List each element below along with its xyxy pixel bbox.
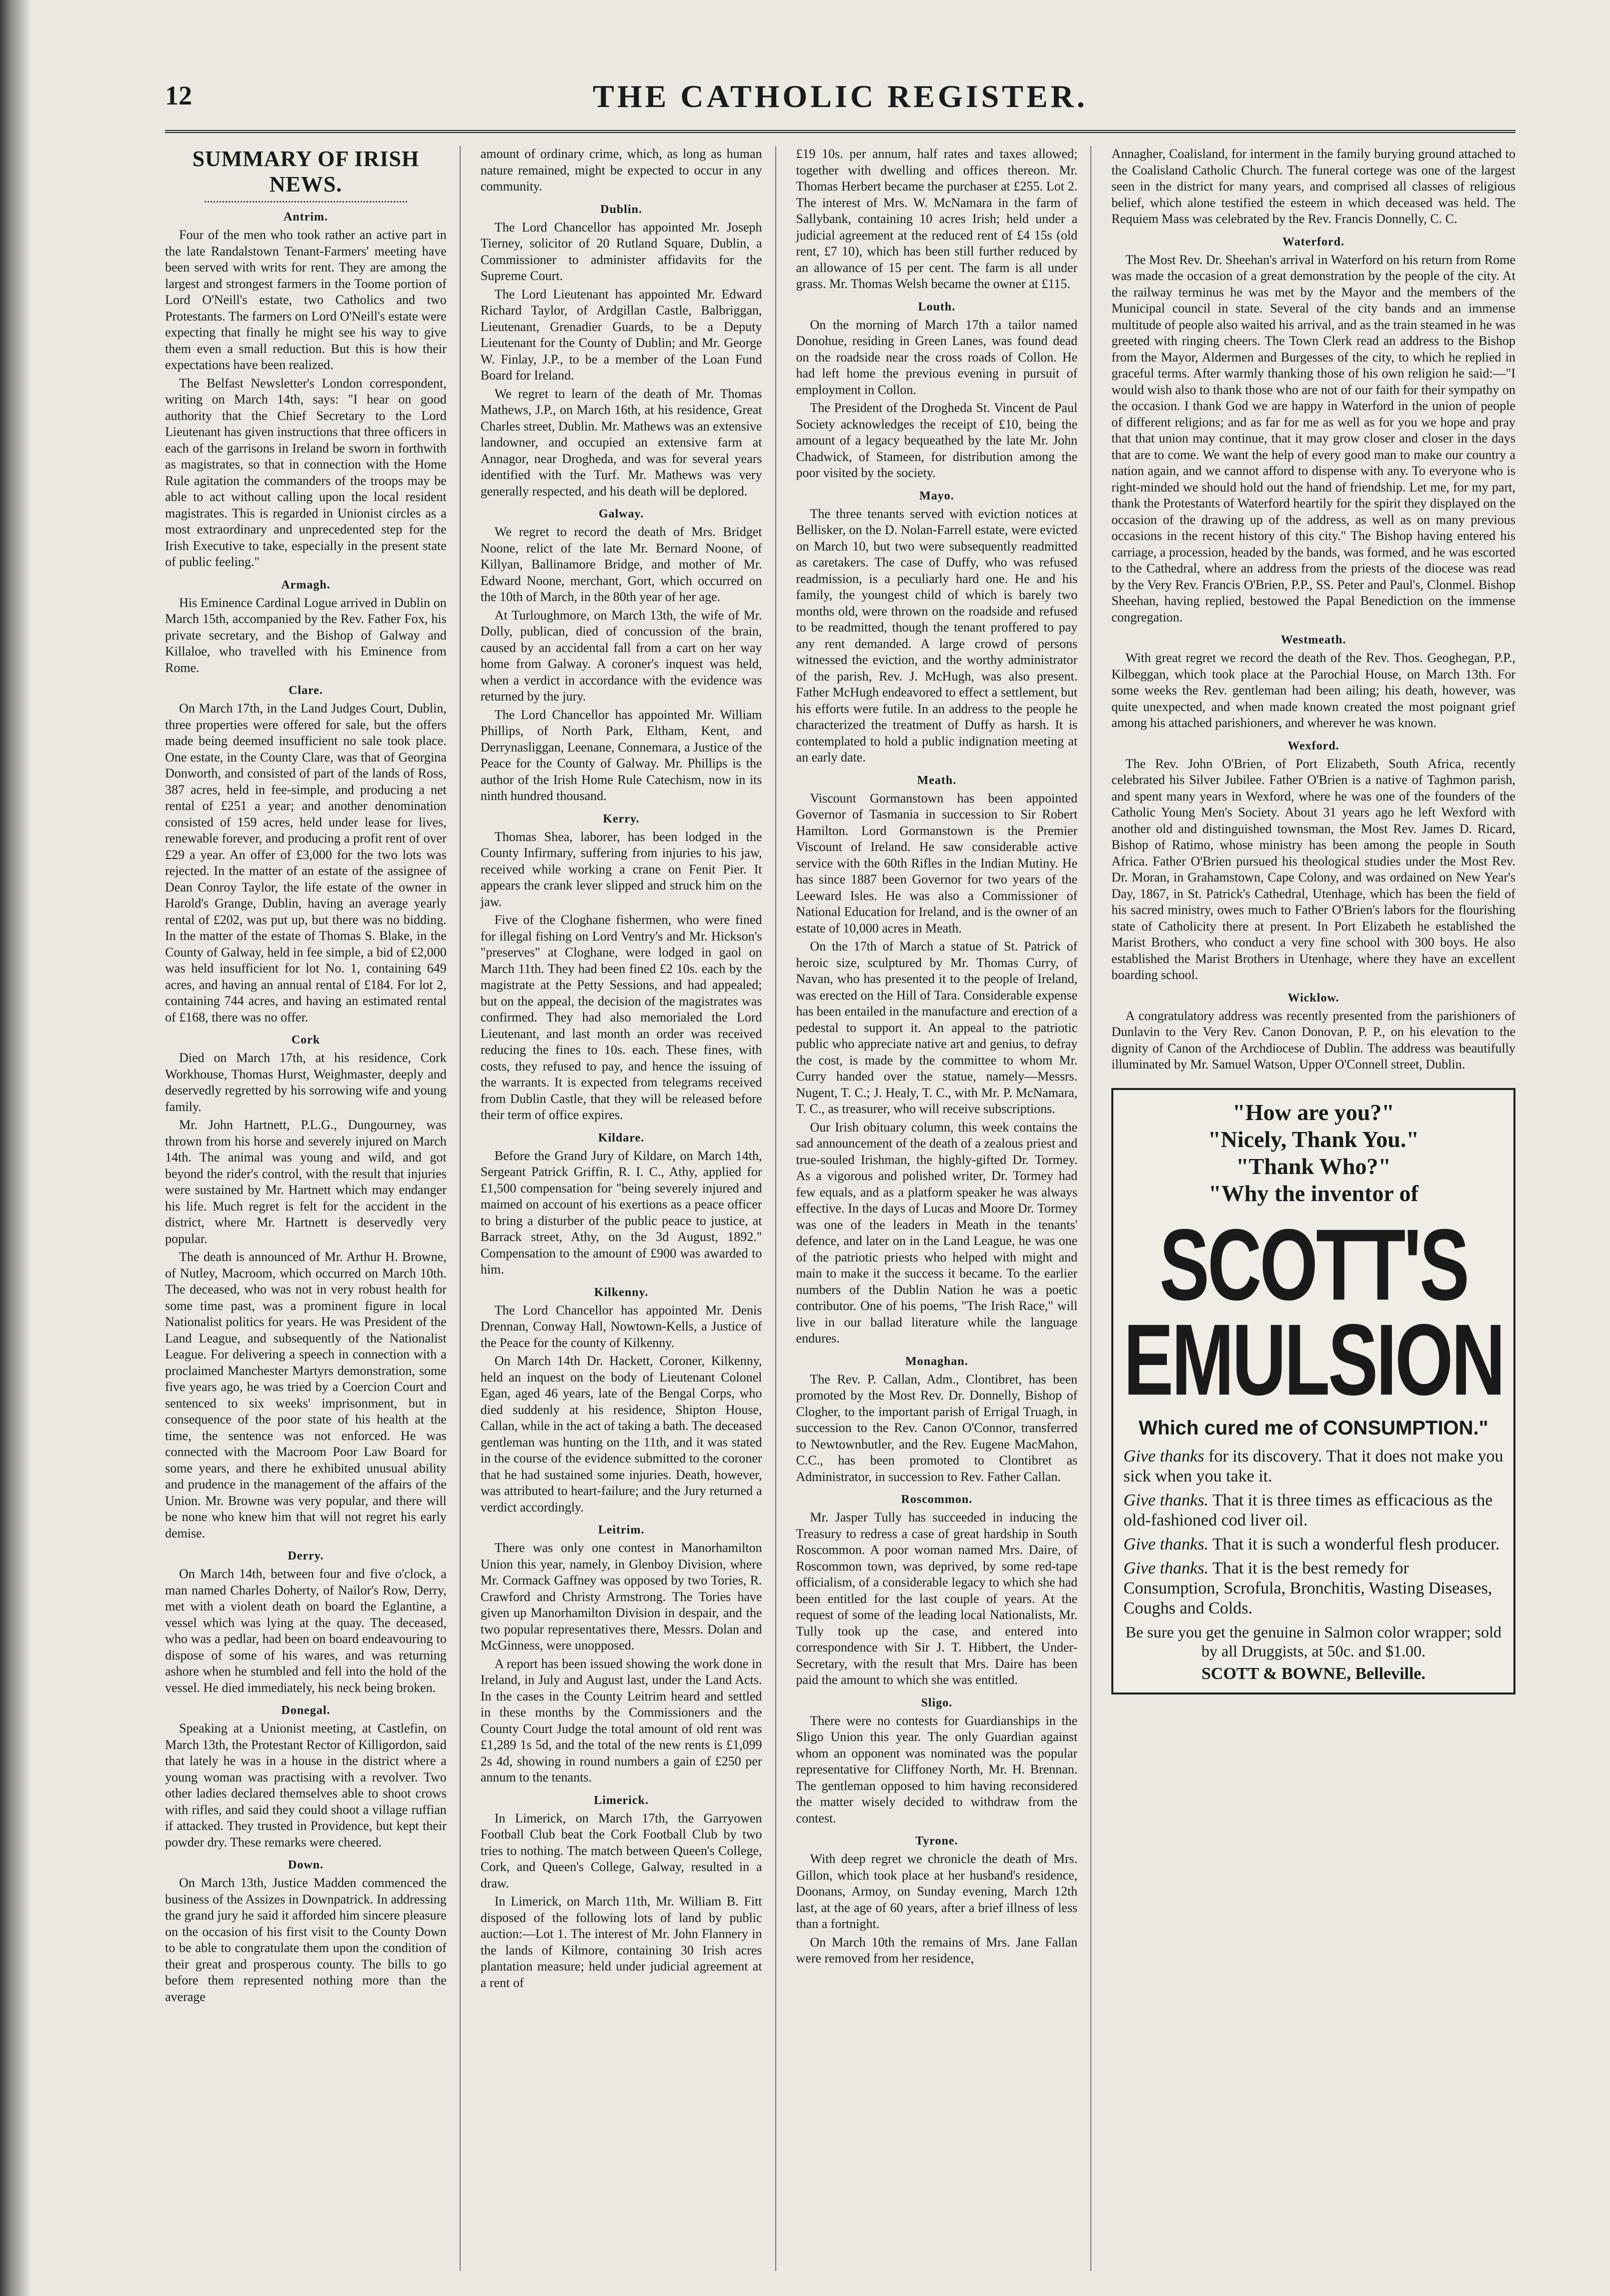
ad-item-lead: Give thanks. <box>1123 1558 1209 1578</box>
county-heading: Westmeath. <box>1280 634 1346 646</box>
news-paragraph: On the morning of March 17th a tailor named Donohue, residing in Green Lanes, was found dead on the roadside near the cross roads of Collon. He had left home the previous evening in pursuit of employment in Collon. <box>796 317 1078 397</box>
news-paragraph: At Turloughmore, on March 13th, the wife of Mr. Dolly, publican, died of concussion of the brain, caused by an accidental fall from a cart on her way home from Galway. A coroner's inquest was held, when a verdict in accordance with the evidence was returned by the jury. <box>480 608 762 704</box>
ad-headline-2: "Nicely, Thank You." <box>1208 1126 1419 1152</box>
ad-headline-3: "Thank Who?" <box>1236 1153 1391 1179</box>
county-heading: Clare. <box>288 684 323 697</box>
ad-brand-emulsion: EMULSION <box>1123 1302 1503 1416</box>
county-heading: Tyrone. <box>915 1834 958 1848</box>
title-rule <box>205 201 407 202</box>
news-paragraph: £19 10s. per annum, half rates and taxes allowed; together with dwelling and offices thereon. Mr. Thomas Herbert became the purchaser at £255. Lot 2. The interest of Mrs. W. McNamara in the farm of Sallybank, containing 10 acres Irish; held under a judicial agreement at the reduced rent of £4 15s (old rent, £7 10), which has been still further reduced by an allowance of 15 per cent. The farm is all under grass. Mr. Thomas Welsh became the owner at £115. <box>796 146 1078 291</box>
news-paragraph: Thomas Shea, laborer, has been lodged in the County Infirmary, suffering from injuries to his jaw, received while working a crane on Fenit Pier. It appears the crank lever slipped and struck him on the jaw. <box>480 829 762 909</box>
news-paragraph: The Lord Chancellor has appointed Mr. Joseph Tierney, solicitor of 20 Rutland Square, Dublin, a Commissioner to administer affidavits for the Supreme Court. <box>480 220 762 283</box>
news-paragraph: There was only one contest in Manorhamilton Union this year, namely, in Glenboy Division, where Mr. Cormack Gaffney was opposed by two Tories, R. Crawford and Christy Armstrong. The Tories have given up Manorhamilton Division in despair, and the two popular representatives there, Messrs. Dolan and McGinness, were unopposed. <box>480 1540 762 1652</box>
news-paragraph: A report has been issued showing the work done in Ireland, in July and August last, under the Land Acts. In the cases in the County Leitrim heard and settled in these months by the Commissioners and the County Court Judge the total amount of old rent was £1,289 1s 5d, and the total of the new rents is £1,099 2s 4d, showing in round numbers a gain of £250 per annum to the tenants. <box>480 1656 762 1784</box>
news-paragraph: On March 10th the remains of Mrs. Jane Fallan were removed from her residence, <box>796 1934 1078 1966</box>
news-paragraph: Our Irish obituary column, this week contains the sad announcement of the death of a zealous priest and true-souled Irishman, the highly-gifted Dr. Tormey. As a vigorous and polished writer, Dr. Tormey had few equals, and as a platform speaker he was always effective. In the days of Lucas and Moore Dr. Tormey was one of the leaders in Meath in the tenants' defence, and later on in the Land League, he was one of the patriotic priests who helped with might and main to make it the success it became. To the earlier numbers of the Dublin Nation he was a poetic contributor. One of his poems, "The Irish Race," will live in our ballad literature while the language endures. <box>796 1120 1078 1346</box>
news-paragraph: Before the Grand Jury of Kildare, on March 14th, Sergeant Patrick Griffin, R. I. C., Athy, applied for £1,500 compensation for "being severely injured and maimed on account of his exertions as a peace officer to bring a disturber of the public peace to justice, at Barrack street, Athy, on the 3d August, 1892." Compensation to the amount of £900 was awarded to him. <box>480 1148 762 1276</box>
news-paragraph: Died on March 17th, at his residence, Cork Workhouse, Thomas Hurst, Weighmaster, deeply and deservedly regretted by his sorrowing wife and young family. <box>165 1050 447 1114</box>
county-heading: Antrim. <box>283 210 328 224</box>
news-paragraph: Speaking at a Unionist meeting, at Castlefin, on March 13th, the Protestant Rector of Killigordon, said that lately he was in a house in the district where a young woman was practising with a revolver. Two other ladies declared themselves able to shoot crows with rifles, and said they could shoot a village ruffian if attacked. They trusted in Providence, but kept their powder dry. These remarks were cheered. <box>165 1721 447 1850</box>
county-heading: Kildare. <box>598 1131 645 1144</box>
ad-footer: Be sure you get the genuine in Salmon color wrapper; sold by all Druggists, at 50c. and $1.00. <box>1125 1622 1502 1660</box>
newspaper-masthead: THE CATHOLIC REGISTER. <box>593 78 1088 114</box>
article-columns <box>165 146 1515 2271</box>
column-4 <box>1111 146 1515 2271</box>
news-paragraph: On March 14th, between four and five o'clock, a man named Charles Doherty, of Nailor's Row, Derry, met with a violent death on board the Eglantine, a vessel which was lying at the quay. The deceased, who was a pedlar, had been on board endeavouring to dispose of some of his wares, and was returning ashore when he stumbled and fell into the hold of the vessel. He died immediately, his neck being broken. <box>165 1566 447 1695</box>
county-heading: Meath. <box>917 774 957 787</box>
county-heading: Roscommon. <box>901 1493 973 1506</box>
news-paragraph: Five of the Cloghane fishermen, who were fined for illegal fishing on Lord Ventry's and Mr. Hickson's "preserves" at Cloghane, were lodged in gaol on March 11th. They had been fined £2 10s. each by the magistrate at the Petty Sessions, and had appealed; but on the appeal, the decision of the magistrates was confirmed. They had also memorialed the Lord Lieutenant, and last month an order was received reducing the fines to 10s. each. These fines, with costs, they refused to pay, and hence the issuing of the warrants. It is expected from telegrams received from Dublin Castle, that they will be released before their term of office expires. <box>480 912 762 1122</box>
ad-items <box>1123 1446 1503 1618</box>
news-paragraph: The Lord Chancellor has appointed Mr. William Phillips, of North Park, Eltham, Kent, and Derrynasliggan, Leenane, Connemara, a Justice of the Peace for the County of Galway. Mr. Phillips is the author of the Irish Home Rule Catechism, now in its ninth hundred thousand. <box>480 707 762 803</box>
news-paragraph: The Belfast Newsletter's London correspondent, writing on March 14th, says: "I hear on good authority that the Chief Secretary to the Lord Lieutenant has given instructions that three officers in each of the garrisons in Ireland be sworn in forthwith as magistrates, so that in connection with the Home Rule agitation the commanders of the troops may be able to act without calling upon the local resident magistrates. This is regarded in Unionist circles as a most extraordinary and unprecedented step for the Irish Executive to take, especially in the present state of public feeling." <box>165 376 447 569</box>
news-paragraph: The Rev. P. Callan, Adm., Clontibret, has been promoted by the Most Rev. Dr. Donnelly, Bishop of Clogher, to the important parish of Errigal Truagh, in succession to the Rev. Canon O'Connor, transferred to Newtownbutler, and the Rev. Eugene MacMahon, C.C., has been promoted to Clontibret as Administrator, in succession to Rev. Father Callan. <box>796 1372 1078 1484</box>
ad-item <box>1123 1534 1503 1554</box>
page-header <box>165 75 1515 133</box>
ad-item-lead: Give thanks <box>1123 1446 1204 1466</box>
column-2 <box>481 146 776 2271</box>
ad-tagline: Which cured me of CONSUMPTION." <box>1138 1416 1488 1439</box>
news-paragraph: In Limerick, on March 11th, Mr. William B. Fitt disposed of the following lots of land by public auction:—Lot 1. The interest of Mr. John Flannery in the lands of Kilmore, containing 30 Irish acres plantation measure; held under judicial agreement at a rent of <box>480 1894 762 1990</box>
county-heading: Leitrim. <box>598 1524 645 1536</box>
news-paragraph: His Eminence Cardinal Logue arrived in Dublin on March 15th, accompanied by the Rev. Father Fox, his private secretary, and the Bishop of Galway and Killaloe, who travelled with his Eminence from Rome. <box>165 595 447 675</box>
news-paragraph: Annagher, Coalisland, for interment in the family burying ground attached to the Coalisland Catholic Church. The funeral cortege was one of the largest seen in the district for many years, and comprised all classes of religious belief, which alone testified the esteem in which deceased was held. The Requiem Mass was celebrated by the Rev. Francis Donnelly, C. C. <box>1111 146 1515 226</box>
news-paragraph: We regret to record the death of Mrs. Bridget Noone, relict of the late Mr. Bernard Noone, of Killyan, Ballinamore Bridge, and mother of Mr. Edward Noone, merchant, Gort, which occurred on the 10th of March, in the 80th year of her age. <box>480 524 762 604</box>
ad-item <box>1123 1558 1503 1618</box>
ad-item-text: That it is such a wonderful flesh producer. <box>1212 1534 1500 1554</box>
ad-brand-scotts: SCOTT'S <box>1159 1208 1468 1321</box>
ad-item <box>1123 1490 1503 1530</box>
news-paragraph: Four of the men who took rather an active part in the late Randalstown Tenant-Farmers' meeting have been served with writs for rent. They are among the largest and strongest farmers in the Toome portion of Lord O'Neill's estate, two Catholics and two Protestants. The farmers on Lord O'Neill's estate were expecting that finally he might see his way to give them even a small reduction. But this is how their expectations have been realized. <box>165 228 447 372</box>
county-heading: Cork <box>291 1034 321 1046</box>
news-paragraph: Viscount Gormanstown has been appointed Governor of Tasmania in succession to Sir Robert Hamilton. Lord Gormanstown is the Premier Viscount of Ireland. He saw considerable active service with the 60th Rifles in the Indian Mutiny. He has since 1887 been Governor for two years of the Leeward Isles. He was also a Commissioner of National Education for Ireland, and is the owner of an estate of 10,000 acres in Meath. <box>796 790 1078 936</box>
county-heading: Kerry. <box>603 812 640 826</box>
news-paragraph: With deep regret we chronicle the death of Mrs. Gillon, which took place at her husband's residence, Doonans, Armoy, on Sunday evening, March 12th last, at the age of 60 years, after a brief illness of less than a fortnight. <box>796 1852 1078 1931</box>
county-heading: Down. <box>288 1858 324 1872</box>
news-paragraph: With great regret we record the death of the Rev. Thos. Geoghegan, P.P., Kilbeggan, which took place at the Parochial House, on March 13th. For some weeks the Rev. gentleman had been ailing; his death, however, was quite unexpected, and when made known created the most poignant grief among his attached parishioners, and wherever he was known. <box>1111 650 1515 730</box>
news-paragraph: amount of ordinary crime, which, as long as human nature remained, might be expected to occur in any community. <box>480 146 762 194</box>
county-heading: Galway. <box>598 508 644 520</box>
news-paragraph: Mr. John Hartnett, P.L.G., Dungourney, was thrown from his horse and severely injured on March 14th. The animal was young and wild, and got beyond the rider's control, with the result that injuries were sustained by Mr. Hartnett which may endanger his life. Much regret is felt for the accident in the district, where Mr. Hartnett is deservedly very popular. <box>165 1118 447 1246</box>
news-paragraph: A congratulatory address was recently presented from the parishioners of Dunlavin to the Very Rev. Canon Donovan, P. P., on his elevation to the dignity of Canon of the Archdiocese of Dublin. The address was beautifully illuminated by Mr. Samuel Watson, Upper O'Connell street, Dublin. <box>1111 1008 1515 1072</box>
news-paragraph: We regret to learn of the death of Mr. Thomas Mathews, J.P., on March 16th, at his residence, Great Charles street, Dublin. Mr. Mathews was an extensive landowner, and occupied an extensive farm at Annagor, near Drogheda, and was for several years identified with the Turf. Mr. Mathews was very generally respected, and his death will be deplored. <box>480 386 762 498</box>
column-1 <box>165 146 461 2271</box>
news-paragraph: The Lord Lieutenant has appointed Mr. Edward Richard Taylor, of Ardgillan Castle, Balbriggan, Lieutenant, Grenadier Guards, to be a Deputy Lieutenant for the County of Dublin; and Mr. George W. Finlay, J.P., to be a member of the Loan Fund Board for Ireland. <box>480 286 762 382</box>
news-paragraph: The Lord Chancellor has appointed Mr. Denis Drennan, Conway Hall, Nowtown-Kells, a Justice of the Peace for the county of Kilkenny. <box>480 1302 762 1350</box>
county-heading: Louth. <box>918 300 956 314</box>
ad-item-lead: Give thanks. <box>1123 1490 1209 1510</box>
page-binding-edge <box>0 0 30 2296</box>
ad-item-text: That it is three times as efficacious as the old-fashioned cod liver oil. <box>1123 1490 1493 1530</box>
county-heading: Dublin. <box>600 202 642 216</box>
news-paragraph: The Most Rev. Dr. Sheehan's arrival in Waterford on his return from Rome was made the occasion of a great demonstration by the people of the city. At the railway terminus he was met by the Mayor and the members of the Municipal council in state. Several of the city bands and an immense multitude of people also waited his arrival, and as the train steamed in he was greeted with ringing cheers. The Town Clerk read an address to the Bishop from the Mayor, Aldermen and Burgesses of the city, to which he replied in graceful terms. After warmly thanking those of his own religion he said:—"I would wish also to thank those who are not of our faith for their sympathy on the occasion. I thank God we are happy in Waterford in the union of people of different religions; and as far for me as well as for you we hope and pray that that union may continue, that it may grow closer and closer in the days that are to come. We want the help of every good man to make our country a nation again, and we cannot afford to dispense with any. To everyone who is right-minded we should hold out the hand of friendship. Let me, for my part, thank the Protestants of Waterford heartily for the spirit they displayed on the occasion of the drawing up of the address, as well as on many previous occasions in the recent history of this city." The Bishop having entered his carriage, a procession, headed by the bands, was formed, and he was escorted to the Cathedral, where an address from the priests of the diocese was read by the Very Rev. Francis O'Brien, P.P., SS. Peter and Paul's, Clonmel. Bishop Sheehan, having replied, bestowed the Papal Benediction on the immense congregation. <box>1111 252 1515 624</box>
ad-headline-1: "How are you?" <box>1232 1099 1394 1125</box>
news-paragraph: The three tenants served with eviction notices at Bellisker, on the D. Nolan-Farrell estate, were evicted on March 10, but two were subsequently readmitted as caretakers. The case of Duffy, who was refused readmission, is a peculiarly hard one. He and his family, the youngest child of which is barely two months old, were thrown on the roadside and refused to be readmitted, though the tenant proffered to pay any rent demanded. A large crowd of persons witnessed the eviction, and the worthy administrator of the parish, Rev. J. McHugh, was also present. Father McHugh endeavored to effect a settlement, but his efforts were futile. In an address to the people he characterized the treatment of Duffy as harsh. It is contemplated to hold a public indignation meeting at an early date. <box>796 506 1078 764</box>
ad-item-text: for its discovery. That it does not make you sick when you take it. <box>1123 1446 1503 1486</box>
news-paragraph: On March 17th, in the Land Judges Court, Dublin, three properties were offered for sale, but the offers made being deemed insufficient no sale took place. One estate, in the County Clare, was that of Georgina Donworth, and consisted of part of the lands of Ross, 387 acres, held in fee-simple, and producing a net rental of £251 a year; and another denomination consisted of 159 acres, held under lease for lives, renewable forever, and producing a profit rent of over £29 a year. An offer of £3,000 for the two lots was rejected. In the matter of an estate of the assignee of Dean Conroy Taylor, the life estate of the owner in Harold's Grange, Dublin, having an average yearly rental of £202, was put up, but there was no bidding. In the matter of the estate of Thomas S. Blake, in the County of Galway, held in fee simple, a bid of £2,000 was held insufficient for lot No. 1, containing 649 acres, and having an annual rental of £184. For lot 2, containing 744 acres, and having an estimated rental of £168, there was no offer. <box>165 701 447 1024</box>
county-heading: Monaghan. <box>905 1354 968 1368</box>
county-heading: Limerick. <box>594 1794 649 1807</box>
news-paragraph: On March 13th, Justice Madden commenced the business of the Assizes in Downpatrick. In addressing the grand jury he said it afforded him sincere pleasure on the occasion of his first visit to the County Down to be able to congratulate them upon the condition of their great and prosperous county. The bills to go before them represented nothing more than the average <box>165 1876 447 2004</box>
county-heading: Derry. <box>288 1550 324 1562</box>
county-heading: Mayo. <box>919 489 954 502</box>
news-paragraph: In Limerick, on March 17th, the Garryowen Football Club beat the Cork Football Club by two tries to nothing. The match between Queen's College, Cork, and Queen's College, Galway, resulted in a draw. <box>480 1810 762 1890</box>
news-paragraph: There were no contests for Guardianships in the Sligo Union this year. The only Guardian against whom an opponent was nominated was the popular representative for Cliffoney North, Mr. H. Brennan. The gentleman opposed to him having reconsidered the matter wisely decided to withdraw from the contest. <box>796 1713 1078 1826</box>
ad-signature: SCOTT & BOWNE, Belleville. <box>1201 1664 1426 1683</box>
news-paragraph: On March 14th Dr. Hackett, Coroner, Kilkenny, held an inquest on the body of Lieutenant Colonel Egan, aged 46 years, late of the Bengal Corps, who died suddenly at his residence, Shipton House, Callan, while in the act of taking a bath. The deceased gentleman was hunting on the 11th, and it was stated in the course of the evidence submitted to the coroner that he had sustained some injuries. Death, however, was attributed to heart-failure; and the Jury returned a verdict accordingly. <box>480 1354 762 1514</box>
scotts-emulsion-advertisement <box>1111 1088 1515 1694</box>
news-paragraph: Mr. Jasper Tully has succeeded in inducing the Treasury to redress a case of great hardship in South Roscommon. A poor woman named Mrs. Daire, of Roscommon town, was deprived, by some red-tape officialism, of a considerable legacy to which she had been entitled for the last couple of years. At the request of some of the leading local Nationalists, Mr. Tully took up the case, and entered into correspondence with Sir J. T. Hibbert, the Under-Secretary, with the result that Mrs. Daire has been paid the amount to which she was entitled. <box>796 1510 1078 1687</box>
ad-item <box>1123 1446 1503 1486</box>
news-paragraph: On the 17th of March a statue of St. Patrick of heroic size, sculptured by Mr. Thomas Curry, of Navan, who has presented it to the people of Ireland, was erected on the Hill of Tara. Considerable expense has been entailed in the manufacture and erection of a pedestal to support it. An appeal to the patriotic public who appreciate native art and genius, to defray the cost, is made by the committee to whom Mr. Curry handed over the statue, namely—Messrs. Nugent, T. C.; J. Healy, T. C., with Mr. P. McNamara, T. C., as treasurer, who will receive subscriptions. <box>796 939 1078 1116</box>
news-paragraph: The Rev. John O'Brien, of Port Elizabeth, South Africa, recently celebrated his Silver Jubilee. Father O'Brien is a native of Taghmon parish, and spent many years in Wexford, where he was one of the founders of the Catholic Young Men's Society. About 31 years ago he left Wexford with another old and distinguished townsman, the Most Rev. James D. Ricard, Bishop of Ratimo, whose ministry has been among the people in South Africa. Father O'Brien pursued his theological studies under the Most Rev. Dr. Moran, in Grahamstown, Cape Colony, and was ordained on New Year's Day, 1867, in St. Patrick's Cathedral, Utenhage, which has been the field of his sacred ministry, owes much to Father O'Brien's labors for the flourishing state of Catholicity there at present. In Port Elizabeth he established the Marist Brothers, who conduct a very fine school with 300 boys. He also established the Marist Brothers in Utenhage, where they have an excellent boarding school. <box>1111 756 1515 982</box>
news-paragraph: The death is announced of Mr. Arthur H. Browne, of Nutley, Macroom, which occurred on March 10th. The deceased, who was not in very robust health for some time past, was a prominent figure in local Nationalist politics for years. He was President of the Land League, and subsequently of the Nationalist League. For delivering a speech in connection with a proclaimed Manchester Martyrs demonstration, some five years ago, he was tried by a Coercion Court and sentenced to six weeks' imprisonment, but in consequence of the poor state of his health at the time, the sentence was not enforced. He was connected with the Macroom Poor Law Board for some years, and there he exhibited unusual ability and prudence in the management of the affairs of the Union. Mr. Browne was very popular, and there will be none who knew him that will not regret his early demise. <box>165 1250 447 1540</box>
page-number: 12 <box>165 80 192 110</box>
county-heading: Kilkenny. <box>594 1286 649 1299</box>
county-heading: Wexford. <box>1287 739 1339 752</box>
news-paragraph: The President of the Drogheda St. Vincent de Paul Society acknowledges the receipt of £10, being the amount of a legacy bequeathed by the late Mr. John Chadwick, of Stameen, for distribution among the poor visited by the society. <box>796 400 1078 480</box>
county-heading: Wicklow. <box>1287 991 1339 1004</box>
ad-headline-4: "Why the inventor of <box>1208 1180 1418 1206</box>
county-heading: Donegal. <box>281 1704 331 1717</box>
county-heading: Armagh. <box>281 578 331 592</box>
county-heading: Sligo. <box>921 1696 953 1710</box>
ad-item-text: That it is the best remedy for Consumption, Scrofula, Bronchitis, Wasting Diseases, Coughs and Colds. <box>1123 1558 1492 1618</box>
column-3 <box>796 146 1092 2271</box>
section-title: SUMMARY OF IRISH NEWS. <box>192 146 420 196</box>
ad-item-lead: Give thanks. <box>1123 1534 1209 1554</box>
county-heading: Waterford. <box>1282 235 1345 248</box>
